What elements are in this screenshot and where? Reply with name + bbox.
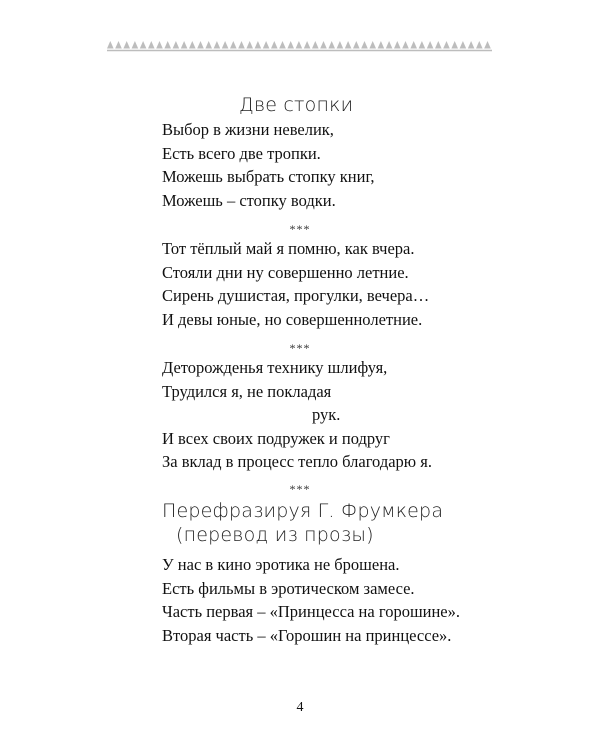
triangle-ornament [238,41,245,49]
poem-line: Часть первая – «Принцесса на горошине». [162,602,461,621]
triangle-ornament [394,41,401,49]
poem-stanza [162,356,432,474]
triangle-ornament [230,41,237,49]
poem-stanza [162,118,375,212]
triangle-ornament [173,41,180,49]
triangle-ornament [320,41,327,49]
triangle-ornament [271,41,278,49]
triangle-ornament [205,41,212,49]
poem-line: Деторожденья технику шлифуя, [162,358,388,377]
stanza-separator: *** [289,482,311,496]
triangle-ornament [353,41,360,49]
poem-line: Можешь выбрать стопку книг, [162,167,375,186]
triangle-border-icon [107,38,492,52]
triangle-ornament [378,41,385,49]
triangle-ornament [263,41,270,49]
poem-title: Перефразируя Г. Фрумкера [162,500,444,522]
triangle-ornament [246,41,253,49]
poem-line: Можешь – стопку водки. [162,190,336,210]
poem-line: Есть фильмы в эротическом замесе. [162,578,415,598]
triangle-ornament [214,41,221,49]
poem-line: Трудился я, не покладая [162,381,332,401]
triangle-ornament [369,41,376,49]
poem-line: Есть всего две тропки. [162,143,321,163]
triangle-ornament [255,41,262,49]
triangle-ornament [164,41,171,49]
triangle-ornament [312,41,319,49]
triangle-ornament [148,41,155,49]
triangle-ornament [115,41,122,49]
poem-line: Стояли дни ну совершенно летние. [162,262,409,282]
poem-line: У нас в кино эротика не брошена. [162,555,400,574]
triangle-ornament [460,41,467,49]
triangle-ornament [132,41,139,49]
poem-line: Выбор в жизни невелик, [162,120,334,139]
triangle-ornament [123,41,130,49]
triangle-ornament [181,41,188,49]
triangle-ornament [140,41,147,49]
triangle-ornament [328,41,335,49]
poem-line: И всех своих подружек и подруг [162,428,390,448]
triangle-ornament [189,41,196,49]
triangle-ornament [468,41,475,49]
poem-line: Вторая часть – «Горошин на принцессе». [162,625,452,645]
triangle-ornament [304,41,311,49]
triangle-ornament [443,41,450,49]
triangle-ornament [476,41,483,49]
triangle-ornament [337,41,344,49]
poem-subtitle: (перевод из прозы) [176,524,374,546]
triangle-ornament [484,41,491,49]
page-number: 4 [296,700,304,715]
triangle-ornament [107,41,114,49]
poem-line: Тот тёплый май я помню, как вчера. [162,239,415,258]
stanza-separator: *** [289,222,311,236]
poem-line: Сирень душистая, прогулки, вечера… [162,286,430,305]
triangle-ornament [156,41,163,49]
poem-line: рук. [312,405,341,424]
poem-line: И девы юные, но совершеннолетние. [162,309,423,329]
triangle-ornament [279,41,286,49]
triangle-ornament [197,41,204,49]
poem-stanza [162,553,460,647]
triangle-ornament [410,41,417,49]
stanza-separator: *** [289,341,311,355]
triangle-ornament [451,41,458,49]
poem-stanza [162,237,429,331]
triangle-ornament [427,41,434,49]
triangle-ornament [361,41,368,49]
poem-line: За вклад в процесс тепло благодарю я. [162,452,432,471]
triangle-ornament [287,41,294,49]
triangle-ornament [345,41,352,49]
triangle-ornament [419,41,426,49]
poem-title: Две стопки [239,94,354,116]
triangle-ornament [386,41,393,49]
triangle-ornament [222,41,229,49]
triangle-ornament [435,41,442,49]
triangle-ornament [402,41,409,49]
triangle-ornament [296,41,303,49]
